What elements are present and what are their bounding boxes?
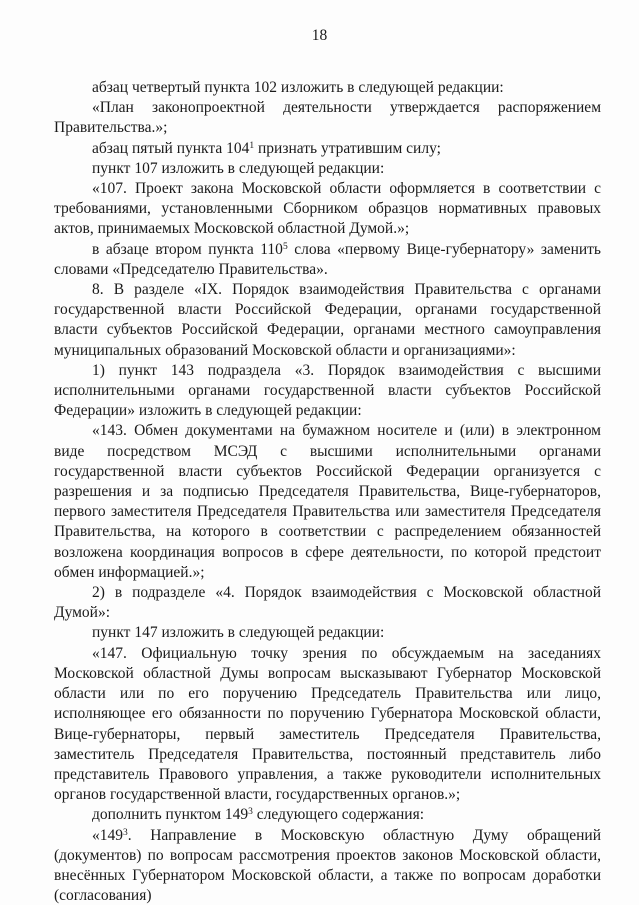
paragraph: в абзаце втором пункта $110^5$ слова «первому Вице-губернатору» заменить словами «Председателю Правительства». — [54, 240, 601, 278]
paragraph: 8. В разделе «IX. Порядок взаимодействия Правительства с органами государственной власти Российской Федерации, органами государственной власти субъектов Российской Федерации, органами местного самоуправления муниципальных образований Московской области и организациями»: — [54, 281, 601, 359]
paragraph: «143. Обмен документами на бумажном носителе и (или) в электронном виде посредством МСЭД с высшими исполнительными органами государственной власти субъектов Российской Федерации организуется с разрешения и за подписью Председателя Правительства, Вице-губернаторов, первого заместителя Председателя Правительства или заместителя Председателя Правительства, на которого в соответствии с распределением обязанностей возложена координация вопросов в сфере деятельности, по которой предстоит обмен информацией.»; — [54, 422, 601, 581]
paragraph: дополнить пунктом $149^3$ следующего содержания: — [92, 806, 425, 824]
paragraph: «$149^3$. Направление в Московскую областную Думу обращений (документов) по вопросам рассмотрения проектов законов Московской области, внесённых Губернатором Московской области, а также по вопросам доработки (согласования) — [54, 826, 601, 905]
paragraph: «147. Официальную точку зрения по обсуждаемым на заседаниях Московской областной Думы вопросам высказывают Губернатор Московской области или по его поручению Председатель Правительства или лицо, исполняющее его обязанности по поручению Губернатора Московской области, Вице-губернаторы, первый заместитель Председателя Правительства, заместитель Председателя Правительства, постоянный представитель либо представитель Правового управления, а также руководители исполнительных органов государственной власти, государственных органов.»; — [54, 644, 601, 804]
paragraph: пункт 147 изложить в следующей редакции: — [92, 624, 385, 642]
page-number: 18 — [311, 27, 328, 44]
paragraph: «107. Проект закона Московской области оформляется в соответствии с требованиями, установленными Сборником образцов нормативных правовых актов, принимаемых Московской областной Думой.»; — [54, 180, 601, 238]
paragraph: абзац четвертый пункта 102 изложить в следующей редакции: — [92, 79, 504, 96]
paragraph: «План законопроектной деятельности утверждается распоряжением Правительства.»; — [54, 99, 601, 137]
paragraph: 1) пункт 143 подраздела «3. Порядок взаимодействия с высшими исполнительными органами государственной власти субъектов Российской Федерации» изложить в следующей редакции: — [54, 361, 601, 420]
paragraph: абзац пятый пункта $104^1$ признать утратившим силу; — [92, 139, 441, 157]
paragraph: 2) в подразделе «4. Порядок взаимодействия с Московской областной Думой»: — [54, 584, 601, 622]
paragraph: пункт 107 изложить в следующей редакции: — [92, 159, 385, 177]
document-body — [54, 78, 601, 905]
